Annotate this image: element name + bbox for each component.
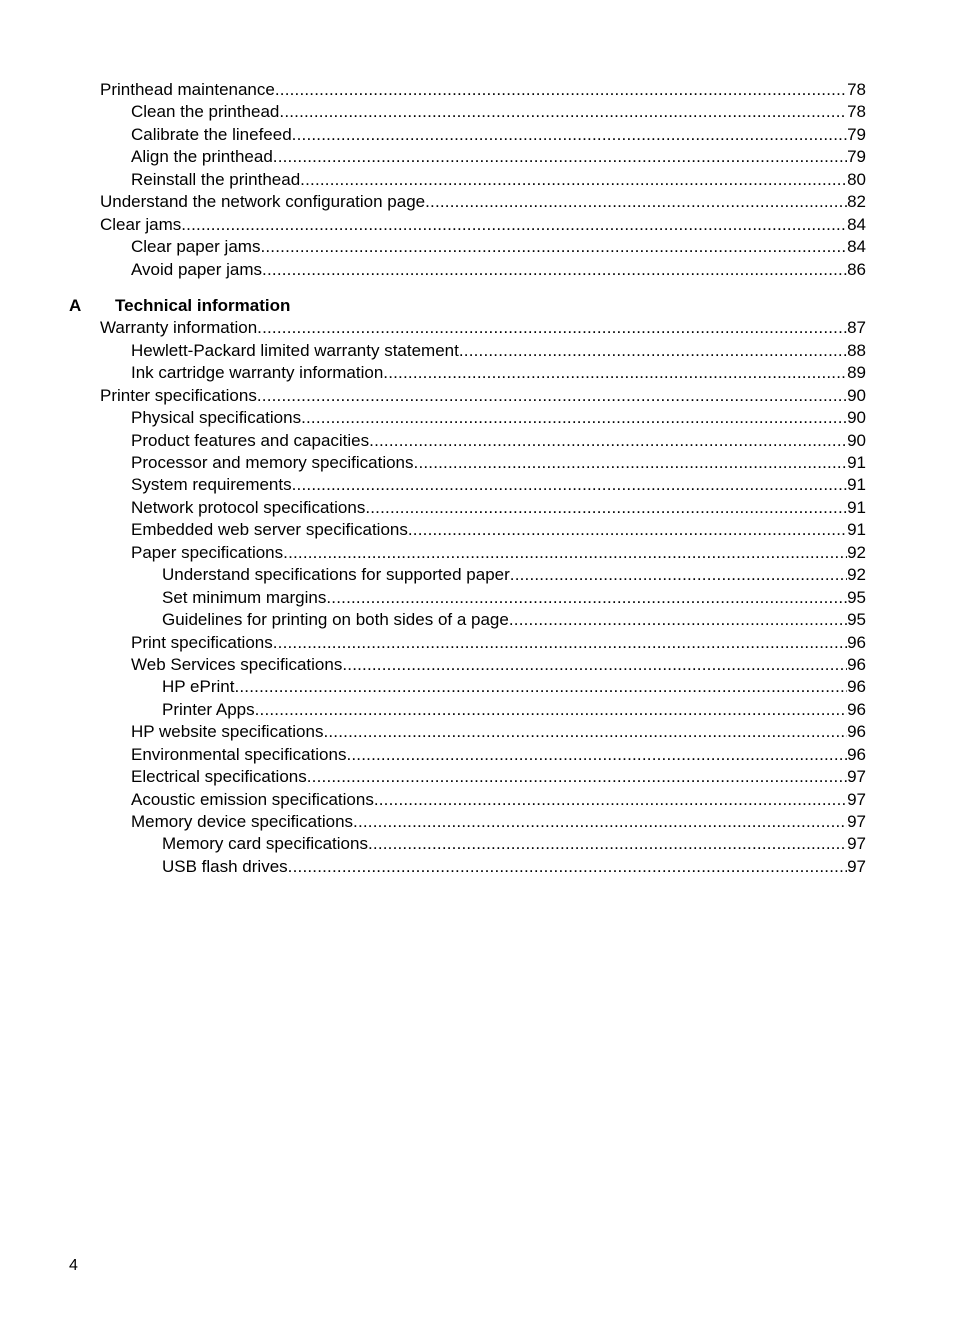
toc-entry-page: 96: [847, 677, 866, 697]
toc-dot-leader: [301, 407, 847, 429]
toc-row: [0, 169, 954, 191]
toc-dot-leader: [374, 789, 847, 811]
toc-entry-title: USB flash drives: [162, 856, 288, 876]
toc-entry-page: 86: [847, 259, 866, 279]
toc-entry-link[interactable]: [131, 542, 866, 564]
toc-entry-link[interactable]: [131, 340, 866, 362]
toc-entry-title: Understand specifications for supported paper: [162, 565, 510, 585]
toc-entry-title: Calibrate the linefeed: [131, 124, 292, 144]
toc-entry-link[interactable]: [162, 699, 866, 721]
toc-row: [0, 721, 954, 743]
toc-dot-leader: [509, 609, 847, 631]
toc-entry-title: Paper specifications: [131, 542, 284, 562]
toc-row: [0, 236, 954, 258]
toc-dot-leader: [346, 744, 847, 766]
toc-row: [0, 317, 954, 339]
toc-row: [0, 587, 954, 609]
toc-entry-title: Guidelines for printing on both sides of a page: [162, 610, 509, 630]
toc-entry-page: 92: [847, 542, 866, 562]
toc-entry-link[interactable]: [131, 519, 866, 541]
toc-row: [0, 811, 954, 833]
toc-entry-link[interactable]: [131, 236, 866, 258]
toc-entry-page: 92: [847, 565, 866, 585]
toc-entry-page: 90: [847, 430, 866, 450]
toc-entry-page: 97: [847, 834, 866, 854]
toc-entry-title: Understand the network configuration page: [100, 192, 426, 212]
toc-entry-page: 96: [847, 722, 866, 742]
toc-entry-link[interactable]: [162, 676, 866, 698]
toc-row: [0, 259, 954, 281]
toc-entry-page: 79: [847, 124, 866, 144]
toc-row: [0, 340, 954, 362]
toc-entry-link[interactable]: [131, 474, 866, 496]
toc-dot-leader: [326, 587, 847, 609]
toc-entry-title: Processor and memory specifications: [131, 453, 414, 472]
toc-row: [0, 744, 954, 766]
toc-entry-page: 95: [847, 610, 866, 630]
toc-entry-page: 91: [847, 520, 866, 540]
toc-entry-page: 84: [847, 237, 866, 257]
toc-entry-page: 96: [847, 654, 866, 674]
toc-entry-title: Memory device specifications: [131, 812, 354, 831]
toc-entry-page: 82: [847, 192, 866, 212]
toc-row: [0, 564, 954, 586]
toc-dot-leader: [300, 169, 847, 191]
toc-entry-title: Hewlett-Packard limited warranty statement: [131, 340, 459, 360]
toc-row: [0, 497, 954, 519]
toc-dot-leader: [260, 236, 847, 258]
toc-entry-title: Clear jams: [100, 214, 182, 234]
toc-entry-page: 91: [847, 497, 866, 517]
toc-dot-leader: [369, 430, 847, 452]
toc-entry-title: Electrical specifications: [131, 767, 307, 787]
toc-entry-title: Product features and capacities: [131, 430, 370, 450]
toc-entry-page: 90: [847, 408, 866, 428]
toc-dot-leader: [368, 833, 847, 855]
toc-entry-page: 84: [847, 214, 866, 234]
table-of-contents: [0, 79, 954, 878]
page-number: 4: [69, 1257, 78, 1274]
appendix-title: Technical information: [115, 295, 291, 315]
toc-entry-link[interactable]: [162, 833, 866, 855]
toc-dot-leader: [459, 340, 847, 362]
toc-row: [0, 214, 954, 236]
toc-row: [0, 856, 954, 878]
toc-entry-page: 97: [847, 856, 866, 876]
toc-dot-leader: [262, 259, 847, 281]
toc-dot-leader: [234, 676, 847, 698]
appendix-heading: [0, 295, 954, 317]
toc-row: [0, 766, 954, 788]
toc-entry-link[interactable]: [100, 79, 866, 101]
toc-entry-link[interactable]: [131, 632, 866, 654]
toc-entry-page: 91: [847, 475, 866, 495]
toc-entry-link[interactable]: [131, 721, 866, 743]
toc-entry-title: Avoid paper jams: [131, 259, 263, 279]
toc-row: [0, 407, 954, 429]
toc-row: [0, 474, 954, 496]
toc-entry-page: 96: [847, 699, 866, 719]
toc-dot-leader: [323, 721, 847, 743]
toc-entry-page: 97: [847, 812, 866, 831]
toc-dot-leader: [273, 632, 847, 654]
toc-entry-link[interactable]: [100, 385, 866, 407]
toc-dot-leader: [257, 385, 847, 407]
toc-entry-title: Print specifications: [131, 632, 273, 652]
toc-dot-leader: [365, 497, 847, 519]
appendix-letter: A: [69, 295, 82, 315]
toc-dot-leader: [408, 519, 847, 541]
toc-entry-title: Printer Apps: [162, 699, 255, 719]
toc-row: [0, 430, 954, 452]
toc-dot-leader: [273, 146, 847, 168]
toc-entry-link[interactable]: [131, 169, 866, 191]
toc-row: [0, 191, 954, 213]
toc-entry-title: Ink cartridge warranty information: [131, 363, 384, 383]
toc-row: [0, 124, 954, 146]
toc-entry-link[interactable]: [131, 362, 866, 384]
toc-entry-title: HP website specifications: [131, 722, 324, 742]
section-spacer: [0, 281, 954, 295]
toc-entry-page: 88: [847, 340, 866, 360]
toc-entry-page: 80: [847, 169, 866, 189]
toc-entry-link[interactable]: [131, 146, 866, 168]
toc-entry-page: 97: [847, 767, 866, 787]
toc-dot-leader: [279, 101, 847, 123]
toc-entry-title: Embedded web server specifications: [131, 520, 408, 540]
toc-entry-page: 91: [847, 453, 866, 472]
toc-entry-title: HP ePrint: [162, 677, 235, 697]
toc-row: [0, 699, 954, 721]
toc-entry-link[interactable]: [162, 587, 866, 609]
toc-entry-title: Set minimum margins: [162, 587, 327, 607]
toc-entry-title: Printhead maintenance: [100, 80, 275, 99]
toc-row: [0, 519, 954, 541]
toc-entry-link[interactable]: [131, 407, 866, 429]
toc-entry-title: Reinstall the printhead: [131, 169, 301, 189]
toc-entry-link[interactable]: [162, 856, 866, 878]
toc-dot-leader: [275, 79, 847, 101]
toc-row: [0, 789, 954, 811]
toc-entry-page: 96: [847, 744, 866, 764]
toc-row: [0, 542, 954, 564]
toc-entry-title: Physical specifications: [131, 408, 302, 428]
toc-entry-title: Environmental specifications: [131, 744, 347, 764]
toc-entry-title: Printer specifications: [100, 385, 257, 405]
toc-entry-page: 96: [847, 632, 866, 652]
toc-entry-link[interactable]: [100, 214, 866, 236]
toc-row: [0, 79, 954, 101]
toc-entry-page: 89: [847, 363, 866, 383]
toc-dot-leader: [283, 542, 847, 564]
toc-entry-link[interactable]: [131, 811, 866, 833]
toc-entry-link[interactable]: [131, 497, 866, 519]
toc-entry-title: Clear paper jams: [131, 237, 261, 257]
toc-entry-page: 78: [847, 80, 866, 99]
toc-dot-leader: [353, 811, 847, 833]
toc-entry-page: 95: [847, 587, 866, 607]
toc-entry-page: 97: [847, 789, 866, 809]
toc-entry-link[interactable]: [100, 317, 866, 339]
toc-entry-link[interactable]: [131, 124, 866, 146]
toc-row: [0, 833, 954, 855]
toc-dot-leader: [383, 362, 847, 384]
toc-dot-leader: [425, 191, 847, 213]
toc-entry-title: System requirements: [131, 475, 292, 495]
toc-dot-leader: [255, 699, 847, 721]
toc-dot-leader: [292, 474, 847, 496]
toc-dot-leader: [292, 124, 847, 146]
toc-row: [0, 654, 954, 676]
toc-entry-link[interactable]: [131, 654, 866, 676]
toc-entry-link[interactable]: [131, 766, 866, 788]
toc-entry-title: Acoustic emission specifications: [131, 789, 374, 809]
toc-entry-link[interactable]: [131, 259, 866, 281]
toc-entry-title: Align the printhead: [131, 147, 273, 167]
toc-group-after: [0, 317, 954, 878]
toc-entry-link[interactable]: [100, 191, 866, 213]
toc-group-before: [0, 79, 954, 281]
toc-row: [0, 632, 954, 654]
toc-row: [0, 362, 954, 384]
toc-entry-link[interactable]: [131, 452, 866, 474]
toc-dot-leader: [307, 766, 847, 788]
toc-entry-page: 87: [847, 318, 866, 338]
toc-entry-link[interactable]: [131, 101, 866, 123]
toc-entry-page: 78: [847, 102, 866, 122]
toc-entry-title: Web Services specifications: [131, 654, 343, 674]
toc-entry-link[interactable]: [131, 430, 866, 452]
toc-row: [0, 452, 954, 474]
toc-entry-title: Network protocol specifications: [131, 497, 366, 517]
toc-entry-title: Memory card specifications: [162, 834, 368, 854]
toc-entry-link[interactable]: [131, 789, 866, 811]
toc-dot-leader: [257, 317, 847, 339]
toc-dot-leader: [181, 214, 847, 236]
toc-row: [0, 609, 954, 631]
toc-dot-leader: [288, 856, 847, 878]
toc-entry-page: 90: [847, 385, 866, 405]
toc-dot-leader: [342, 654, 847, 676]
toc-row: [0, 676, 954, 698]
toc-entry-link[interactable]: [162, 609, 866, 631]
toc-entry-link[interactable]: [162, 564, 866, 586]
toc-row: [0, 385, 954, 407]
toc-dot-leader: [414, 452, 848, 474]
toc-row: [0, 101, 954, 123]
toc-entry-page: 79: [847, 147, 866, 167]
toc-row: [0, 146, 954, 168]
toc-entry-link[interactable]: [131, 744, 866, 766]
toc-dot-leader: [510, 564, 847, 586]
toc-entry-title: Warranty information: [100, 318, 258, 338]
toc-entry-title: Clean the printhead: [131, 102, 280, 122]
